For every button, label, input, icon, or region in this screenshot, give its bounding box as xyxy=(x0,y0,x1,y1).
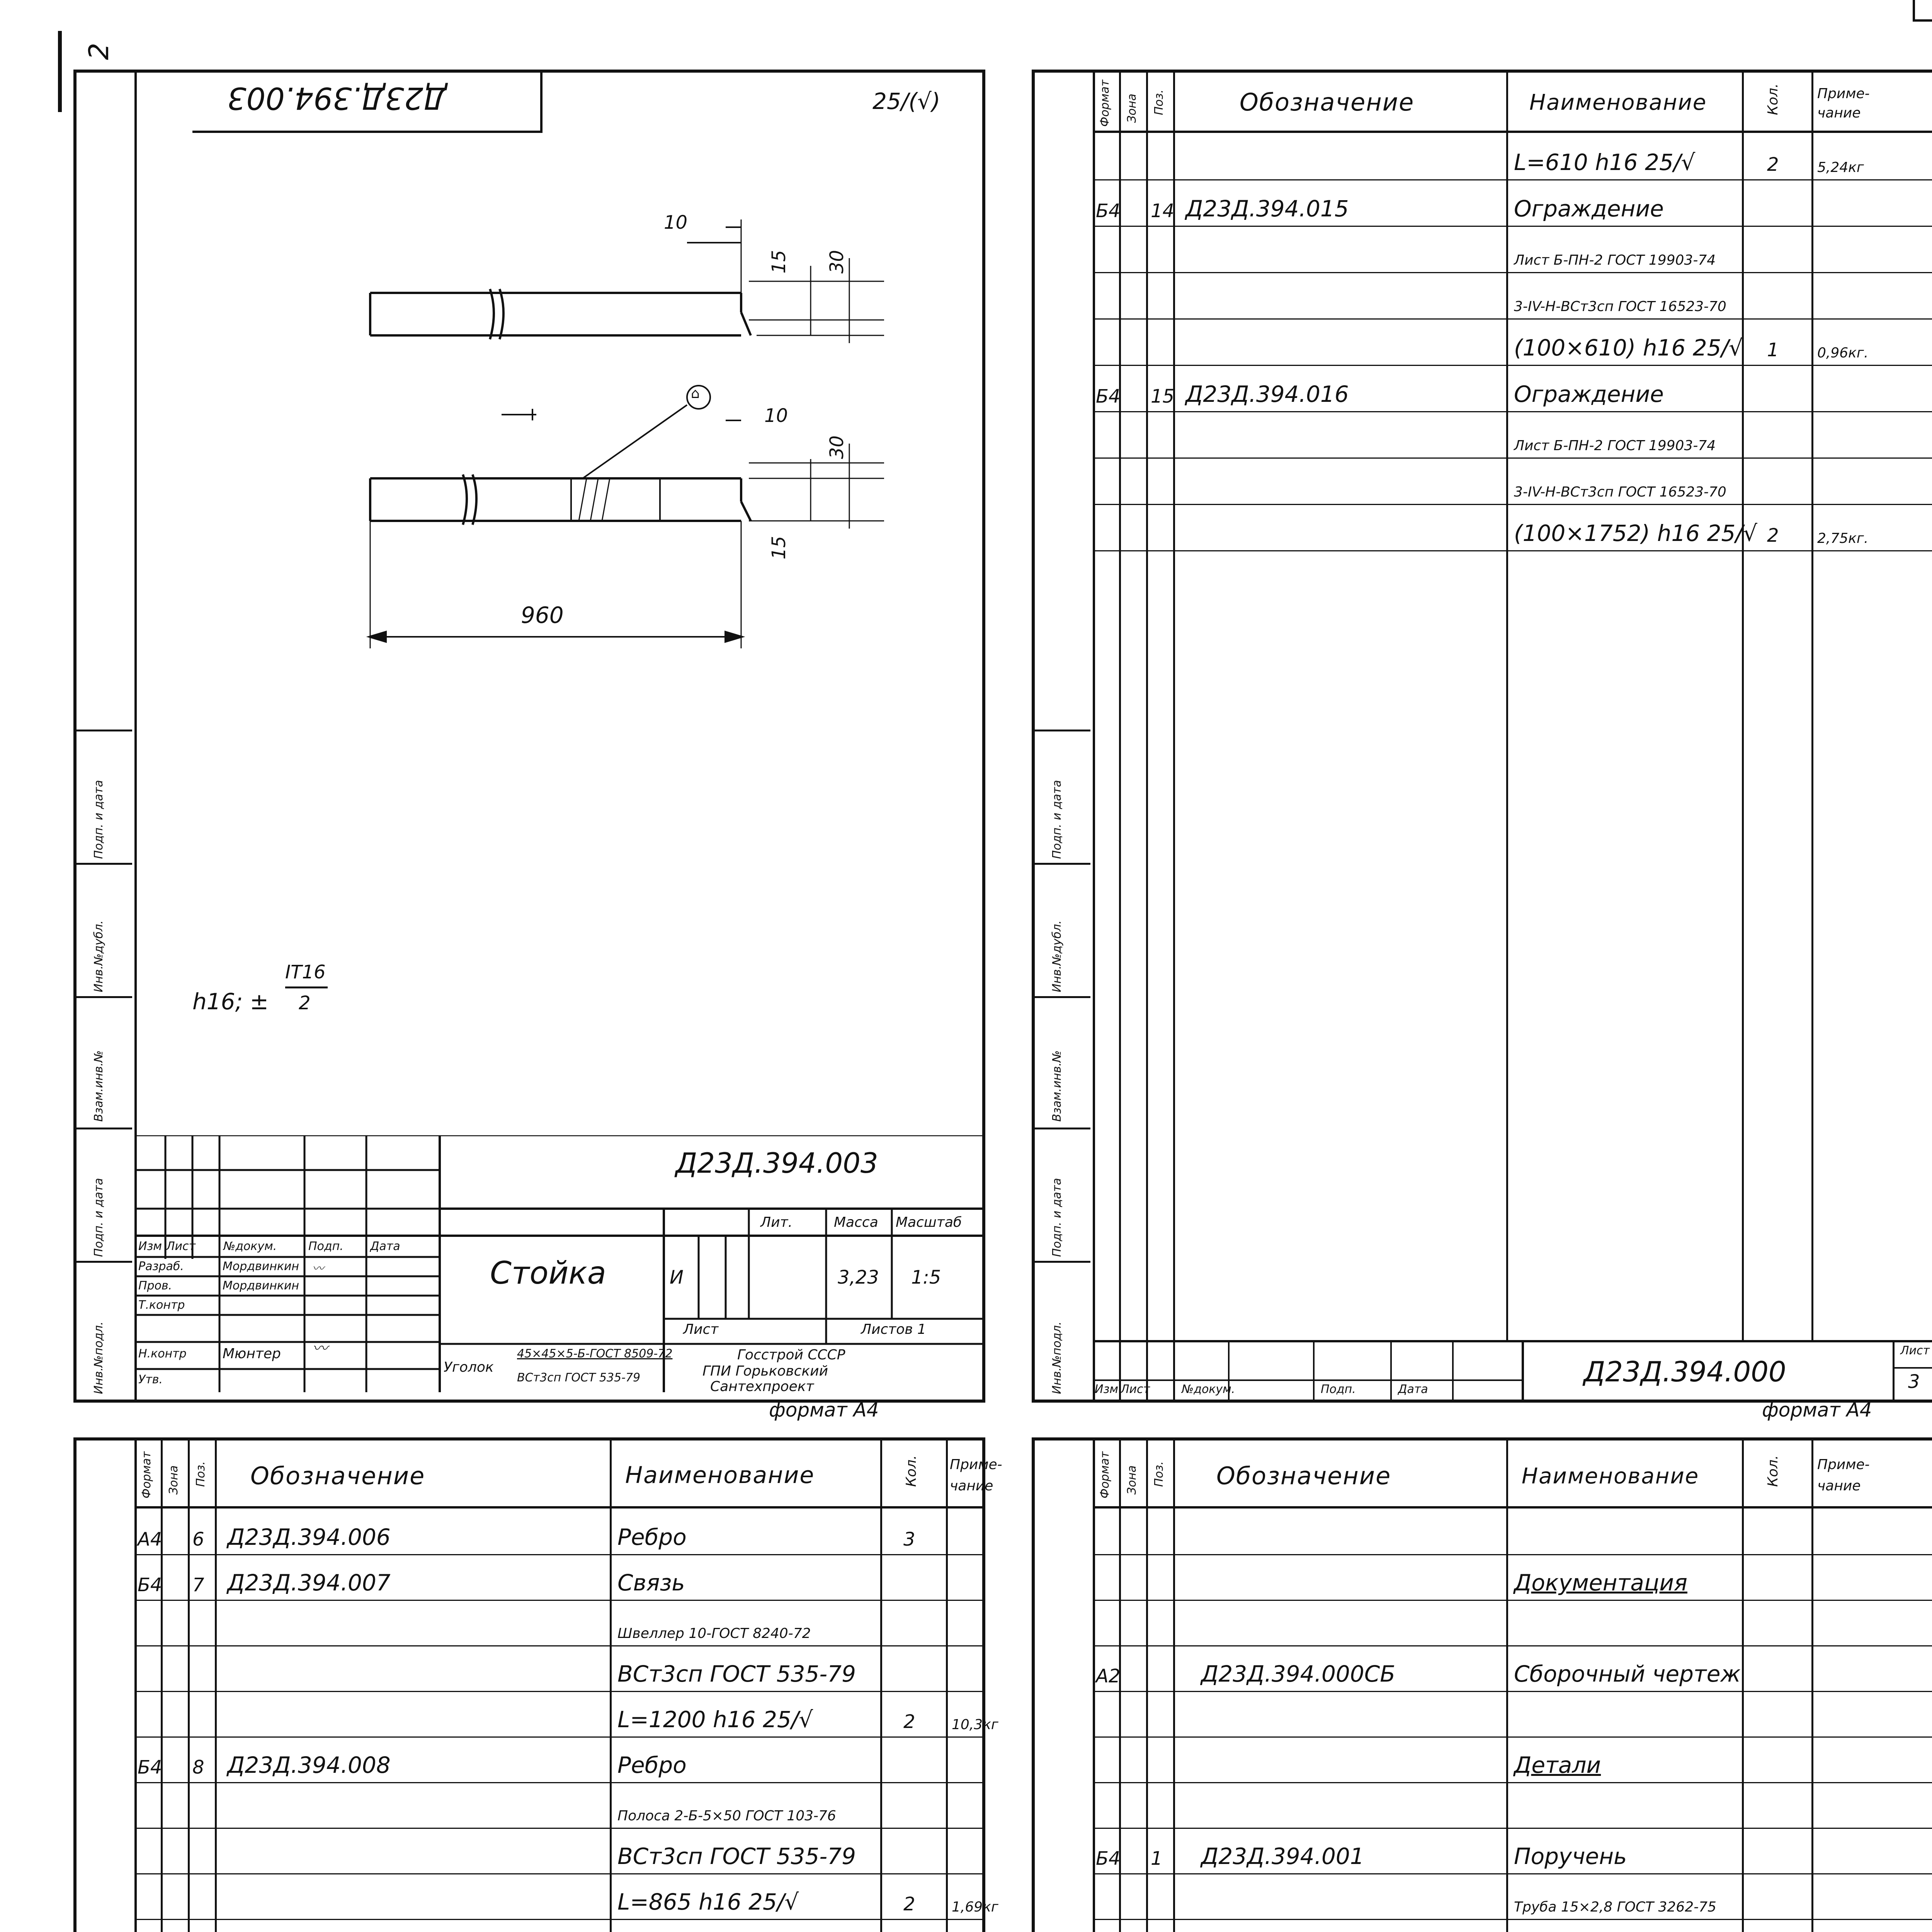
col-designation: Обозначение xyxy=(1216,1462,1391,1490)
dim-10-top: 10 xyxy=(664,212,688,233)
cell-name: Лист Б-ПН-2 ГОСТ 19903-74 xyxy=(1514,252,1716,268)
table-row xyxy=(134,1919,982,1932)
cell-position: 15 xyxy=(1151,386,1175,407)
table-row xyxy=(1093,1736,1932,1783)
cell-name: L=610 h16 25/√ xyxy=(1514,149,1696,175)
cell-name: Труба 15×2,8 ГОСТ 3262-75 xyxy=(1514,1899,1716,1915)
col-note: Приме-чание xyxy=(950,1457,1002,1494)
table-row xyxy=(134,1691,998,1738)
col-designation: Обозначение xyxy=(250,1462,425,1490)
col-note: Приме-чание xyxy=(1817,86,1870,121)
tolerance-note: h16; ± xyxy=(192,988,269,1015)
table-row xyxy=(1093,1828,1932,1874)
margin-mark xyxy=(58,31,62,112)
cell-format: А2 xyxy=(1096,1665,1121,1687)
col-sign: Подп. xyxy=(308,1240,344,1253)
col-list: Лист xyxy=(1121,1383,1150,1396)
cell-note: 5,24кг xyxy=(1817,160,1864,175)
table-row xyxy=(134,1509,982,1555)
cell-position: 8 xyxy=(192,1757,204,1778)
col-doc: №докум. xyxy=(1182,1383,1235,1396)
cell-name: L=865 h16 25/√ xyxy=(617,1889,799,1915)
spec-table xyxy=(1093,1440,1932,1932)
role-nkontr: Н.контр xyxy=(138,1347,187,1361)
cell-designation: Д23Д.394.007 xyxy=(227,1570,391,1596)
title-block xyxy=(134,1135,982,1400)
cell-format: Б4 xyxy=(1096,1848,1121,1869)
dim-10-bottom: 10 xyxy=(764,405,788,427)
table-row xyxy=(1093,457,1932,505)
cell-designation: Д23Д.394.008 xyxy=(227,1752,391,1778)
cell-name: Сборочный чертеж xyxy=(1514,1661,1741,1687)
cell-designation: Д23Д.394.001 xyxy=(1201,1843,1364,1869)
table-row xyxy=(134,1873,998,1920)
tolerance-bar xyxy=(285,986,328,988)
table-row xyxy=(1093,318,1932,366)
col-qty: Кол. xyxy=(1765,83,1781,115)
dim-30-bottom: 30 xyxy=(826,435,848,459)
role-utv: Утв. xyxy=(138,1373,163,1386)
table-row xyxy=(1093,1554,1932,1601)
col-name: Наименование xyxy=(1529,90,1707,115)
sheet-spec-1 xyxy=(1032,1437,1932,1932)
role-razrab: Разраб. xyxy=(138,1260,184,1273)
cell-name: Детали xyxy=(1514,1752,1601,1778)
cell-name: Ограждение xyxy=(1514,196,1664,222)
s3-doc-code: Д23Д.394.000 xyxy=(1583,1355,1786,1388)
table-row xyxy=(1093,1691,1932,1738)
cell-position: 7 xyxy=(192,1574,204,1596)
col-qty: Кол. xyxy=(1765,1455,1781,1487)
cell-name: Полоса 2-Б-5×50 ГОСТ 103-76 xyxy=(617,1808,836,1824)
table-row xyxy=(1093,1782,1932,1829)
s3-sheet-label: Лист xyxy=(1900,1344,1930,1357)
tb1-material-label: Уголок xyxy=(444,1359,494,1375)
cell-designation: Д23Д.394.000СБ xyxy=(1201,1661,1395,1687)
cell-name: Швеллер 10-ГОСТ 8240-72 xyxy=(617,1626,811,1641)
col-name: Наименование xyxy=(1522,1464,1699,1489)
cell-quantity: 2 xyxy=(903,1711,915,1733)
dim-15-bottom: 15 xyxy=(768,536,790,560)
signature-scribble: 〰 xyxy=(312,1340,328,1357)
cell-note: 1,69кг xyxy=(952,1899,998,1915)
cell-quantity: 2 xyxy=(903,1893,915,1915)
table-row xyxy=(134,1828,982,1874)
cell-name: Ребро xyxy=(617,1524,687,1550)
s3-sheet-no: 3 xyxy=(1908,1371,1920,1393)
sheet-sidebar xyxy=(1035,1440,1095,1932)
cell-format: Б4 xyxy=(138,1574,162,1596)
cell-name: Связь xyxy=(617,1570,685,1596)
tb1-doc-code: Д23Д.394.003 xyxy=(675,1147,878,1179)
col-name: Наименование xyxy=(625,1462,815,1489)
col-izm: Изм xyxy=(1095,1383,1119,1396)
role-nkontr-name: Мюнтер xyxy=(223,1346,281,1362)
cell-position: 14 xyxy=(1151,200,1175,222)
format-label-s1: формат А4 xyxy=(769,1399,879,1421)
cell-position: 1 xyxy=(1151,1848,1163,1869)
table-row xyxy=(1093,133,1932,180)
col-list: Лист xyxy=(166,1240,196,1253)
tolerance-denominator: 2 xyxy=(299,992,311,1014)
tb1-org3: Сантехпроект xyxy=(710,1379,814,1395)
table-row xyxy=(1093,1919,1932,1932)
cell-name: ВСт3сп ГОСТ 535-79 xyxy=(617,1843,856,1869)
cell-position: 6 xyxy=(192,1529,204,1550)
sheet-spec-2 xyxy=(73,1437,1002,1932)
table-row xyxy=(1093,365,1932,412)
table-row xyxy=(1093,504,1932,551)
sheet-sidebar: Подп. и дата Инв.№дубл. Взам.инв.№ Подп. и дата Инв.№подл. xyxy=(1035,73,1095,1400)
col-date: Дата xyxy=(370,1240,400,1253)
cell-name: Лист Б-ПН-2 ГОСТ 19903-74 xyxy=(1514,438,1716,454)
doc-code-rotated: Д23Д.394.003 xyxy=(227,80,447,115)
tb1-lit-value: И xyxy=(670,1267,684,1288)
signature-scribble: 〰 xyxy=(312,1262,324,1276)
table-row xyxy=(1093,226,1932,273)
cell-name: 3-IV-Н-ВСт3сп ГОСТ 16523-70 xyxy=(1514,484,1726,500)
table-row xyxy=(134,1645,982,1692)
col-pos: Поз. xyxy=(1152,1461,1166,1487)
tb1-sheets-label: Листов 1 xyxy=(861,1321,926,1337)
col-format: Формат xyxy=(1098,1451,1112,1498)
tolerance-numerator: IT16 xyxy=(285,961,326,983)
cell-note: 0,96кг. xyxy=(1817,345,1869,361)
role-prov-name: Мордвинкин xyxy=(223,1279,299,1293)
col-format: Формат xyxy=(1098,80,1112,127)
cell-designation: Д23Д.394.015 xyxy=(1185,196,1349,222)
tb1-org1: Госстрой СССР xyxy=(737,1347,845,1363)
cell-note: 10,3кг xyxy=(952,1717,998,1733)
tb1-scale-label: Масштаб xyxy=(896,1214,962,1230)
tb1-material-line2: ВСт3сп ГОСТ 535-79 xyxy=(517,1371,641,1384)
sheet-stoyka-drawing xyxy=(73,70,985,1403)
cell-name: Поручень xyxy=(1514,1843,1627,1869)
cell-name: (100×1752) h16 25/√ xyxy=(1514,520,1757,546)
dim-960: 960 xyxy=(521,602,564,628)
col-qty: Кол. xyxy=(903,1455,919,1487)
weld-symbol: ⌂ xyxy=(691,386,700,401)
table-row xyxy=(134,1554,982,1601)
spec-table xyxy=(1093,73,1932,1406)
tb1-lit-label: Лит. xyxy=(760,1214,793,1230)
cell-format: Б4 xyxy=(1096,200,1121,222)
cell-format: Б4 xyxy=(1096,386,1121,407)
col-zone: Зона xyxy=(1125,1465,1139,1495)
cell-designation: Д23Д.394.016 xyxy=(1185,381,1349,407)
sheet-sidebar: Подп. и дата Инв.№дубл. Взам.инв.№ Подп. и дата Инв.№подл. xyxy=(77,73,137,1400)
col-doc: №докум. xyxy=(223,1240,277,1253)
col-date: Дата xyxy=(1398,1383,1428,1396)
cell-quantity: 2 xyxy=(1767,525,1779,546)
sheet-sidebar xyxy=(77,1440,137,1932)
cell-name: ВСт3сп ГОСТ 535-79 xyxy=(617,1661,856,1687)
spec-table xyxy=(134,1440,1002,1932)
table-row xyxy=(1093,1600,1932,1646)
table-row xyxy=(134,1600,982,1646)
cell-name: Ограждение xyxy=(1514,381,1664,407)
roughness-symbol: 25/(√) xyxy=(872,88,940,114)
table-row xyxy=(1093,1509,1932,1555)
cell-name: 3-IV-Н-ВСт3сп ГОСТ 16523-70 xyxy=(1514,299,1726,315)
table-row xyxy=(1093,1873,1932,1920)
cell-note: 2,75кг. xyxy=(1817,531,1869,546)
table-row xyxy=(1093,1645,1932,1692)
col-izm: Изм xyxy=(138,1240,162,1253)
cell-quantity: 1 xyxy=(1767,339,1779,361)
table-row xyxy=(1093,179,1932,227)
tb1-material-line1: 45×45×5-Б-ГОСТ 8509-72 xyxy=(517,1347,673,1361)
table-row xyxy=(134,1736,982,1783)
cell-name: Документация xyxy=(1514,1570,1687,1596)
cell-quantity: 2 xyxy=(1767,154,1779,175)
role-tkontr: Т.контр xyxy=(138,1298,185,1312)
col-designation: Обозначение xyxy=(1240,88,1415,116)
tb1-mass-label: Масса xyxy=(834,1214,878,1230)
tb1-org2: ГПИ Горьковский xyxy=(702,1363,828,1379)
cell-quantity: 3 xyxy=(903,1529,915,1550)
dim-30-top: 30 xyxy=(826,250,848,274)
col-pos: Поз. xyxy=(194,1461,207,1487)
cell-name: Ребро xyxy=(617,1752,687,1778)
cell-name: L=1200 h16 25/√ xyxy=(617,1706,813,1733)
tb1-title: Стойка xyxy=(490,1255,606,1291)
cell-format: А4 xyxy=(138,1529,162,1550)
cell-name: (100×610) h16 25/√ xyxy=(1514,335,1743,361)
tb1-sheet-label: Лист xyxy=(683,1321,719,1337)
cell-designation: Д23Д.394.006 xyxy=(227,1524,391,1550)
table-row xyxy=(1093,411,1932,459)
col-pos: Поз. xyxy=(1152,89,1166,115)
sheet-spec-3 xyxy=(1032,70,1932,1403)
cell-format: Б4 xyxy=(138,1757,162,1778)
role-prov: Пров. xyxy=(138,1279,172,1293)
page-number xyxy=(1913,0,1932,22)
table-row xyxy=(134,1782,982,1829)
format-label-s3: формат А4 xyxy=(1762,1399,1872,1421)
col-note: Приме-чание xyxy=(1817,1457,1870,1494)
role-razrab-name: Мордвинкин xyxy=(223,1260,299,1273)
col-zone: Зона xyxy=(167,1465,180,1495)
col-zone: Зона xyxy=(1125,94,1139,123)
col-format: Формат xyxy=(140,1451,153,1498)
table-row xyxy=(1093,272,1932,320)
tb1-mass-value: 3,23 xyxy=(838,1267,879,1288)
tb1-scale-value: 1:5 xyxy=(911,1267,941,1288)
dim-15-top: 15 xyxy=(768,250,790,274)
col-sign: Подп. xyxy=(1321,1383,1356,1396)
